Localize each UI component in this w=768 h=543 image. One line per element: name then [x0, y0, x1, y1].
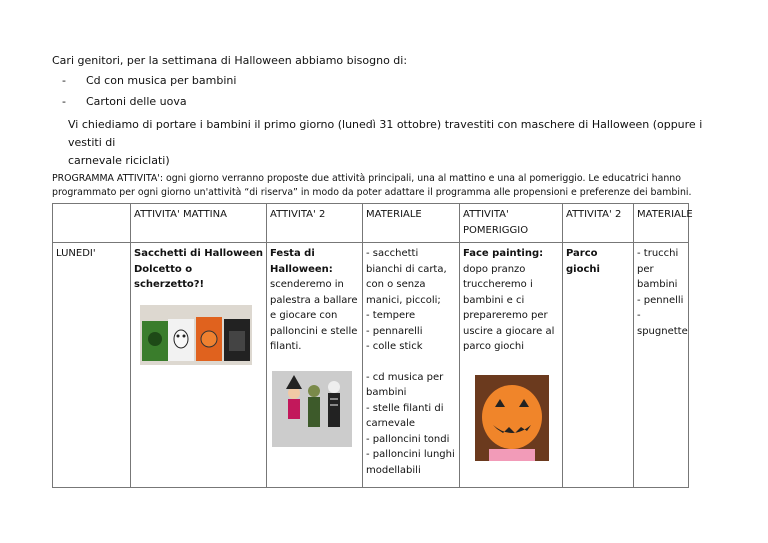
day-cell: LUNEDI': [53, 243, 131, 488]
bullet-dash: -: [62, 95, 66, 108]
header-materiale: MATERIALE: [363, 204, 460, 243]
header-attivita-pomeriggio: ATTIVITA' POMERIGGIO: [460, 204, 563, 243]
pm-activity2-cell: Parco giochi: [563, 243, 634, 488]
activity-table: [52, 203, 693, 488]
request-paragraph: [68, 116, 708, 170]
materials-list-a: [366, 246, 456, 355]
costumed-kids-image: [272, 371, 352, 447]
morning-title: Sacchetti di Halloween Dolcetto o scherzetto?!: [134, 248, 264, 290]
intro-text: Cari genitori, per la settimana di Halloween abbiamo bisogno di:: [52, 54, 408, 67]
list-item: - palloncini lunghi modellabili: [366, 449, 455, 476]
bullet-text: Cartoni delle uova: [86, 95, 187, 108]
program-line-2: programmato per ogni giorno un'attività “di riserva” in modo da poter adattare il programma alle propensioni e preferenze dei bambini.: [52, 187, 692, 198]
table-row-lunedi: [53, 243, 689, 488]
table-header-row: [53, 204, 689, 243]
afternoon-description: dopo pranzo truccheremo i bambini e ci prepareremo per uscire a giocare al parco giochi: [463, 263, 555, 352]
morning-cell: [131, 243, 267, 488]
bullet-text: Cd con musica per bambini: [86, 74, 237, 87]
materials-cell: [363, 243, 460, 488]
request-line-2: carnevale riciclati): [68, 154, 170, 167]
header-cell-empty: [53, 204, 131, 243]
list-item: - tempere: [366, 310, 416, 321]
program-line-1: PROGRAMMA ATTIVITA': ogni giorno verranno proposte due attività principali, una al mattino e una al pomeriggio. Le educatrici hanno: [52, 173, 681, 184]
program-paragraph: [52, 172, 712, 200]
activity2-title: Festa di Halloween:: [270, 248, 333, 275]
list-item: - trucchi per bambini: [637, 248, 679, 290]
activity2-description: scenderemo in palestra a ballare e giocare con palloncini e stelle filanti.: [270, 279, 358, 352]
halloween-bags-image: [140, 305, 252, 365]
request-line-1: Vi chiediamo di portare i bambini il primo giorno (lunedì 31 ottobre) travestiti con maschere di Halloween (oppure i vestiti di: [68, 118, 703, 149]
header-attivita-2: ATTIVITA' 2: [267, 204, 363, 243]
list-item: - sacchetti bianchi di carta, con o senza manici, piccoli;: [366, 248, 447, 306]
header-attivita-2-pm: ATTIVITA' 2: [563, 204, 634, 243]
list-item: - pennelli: [637, 294, 684, 306]
list-item: - stelle filanti di carnevale: [366, 402, 444, 429]
pm-materials-cell: [634, 243, 689, 488]
afternoon-title: Face painting:: [463, 248, 544, 259]
activity2-cell: [267, 243, 363, 488]
header-materiale-pm: MATERIALE: [634, 204, 689, 243]
list-item: - cd musica per bambini: [366, 371, 444, 398]
header-attivita-mattina: ATTIVITA' MATTINA: [131, 204, 267, 243]
bullet-dash: -: [62, 74, 66, 87]
list-item: - spugnette: [637, 310, 688, 337]
list-item: - colle stick: [366, 341, 423, 352]
face-painting-image: [475, 375, 549, 461]
afternoon-cell: [460, 243, 563, 488]
list-item: - pennarelli: [366, 325, 423, 337]
materials-list-b: [366, 370, 456, 479]
list-item: - palloncini tondi: [366, 433, 450, 445]
